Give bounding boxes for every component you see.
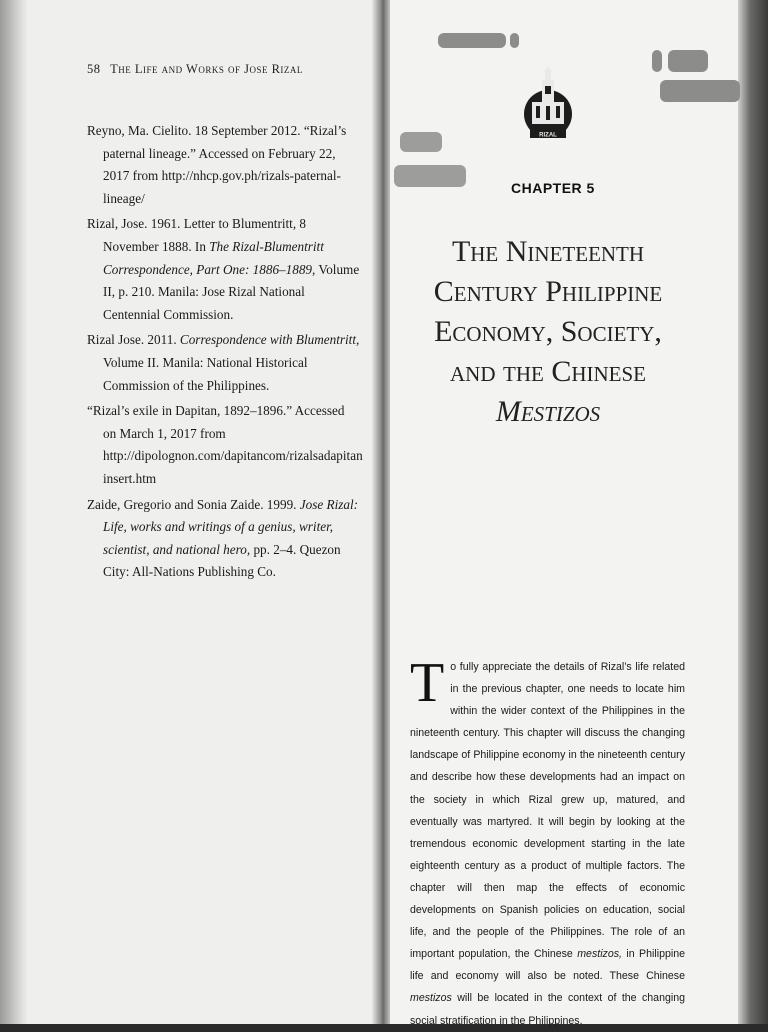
reference-title: Correspondence with Blumentritt, <box>179 332 360 348</box>
chapter-title-line: and the Chinese <box>450 355 646 388</box>
reference-title: The Rizal-Blumentritt Correspondence, Part One: 1886–1889, <box>103 238 324 277</box>
reference-item: Reyno, Ma. Cielito. 18 September 2012. “Rizal’s paternal lineage.” Accessed on February 22, 2017 from http://nhcp.gov.ph/rizals-paternal-lineage/ <box>87 123 347 206</box>
paragraph-text: o fully appreciate the details of Rizal’s life related in the previous chapter, one needs to locate him within the wider context of the Philippines in the nineteenth century. This chapter will discuss the changing landscape of Philippine economy in the nineteenth century and describe how these developments had an impact on the society in which Rizal grew up, matured, and eventually was martyred. It will begin by looking at the tremendous economic development starting in the late eighteenth century as a product of multiple factors. The chapter will then map the effects of economic developments on Spanish policies on education, social life, and the people of the Philippines. The role of an important population, the Chinese <box>410 661 685 961</box>
drop-cap: T <box>410 652 445 714</box>
chapter-title-line: Century Philippine <box>433 275 663 308</box>
reference-text: Zaide, Gregorio and Sonia Zaide. 1999. <box>87 496 300 512</box>
chapter-emblem-icon <box>522 66 574 146</box>
reference-item: “Rizal’s exile in Dapitan, 1892–1896.” Accessed on March 1, 2017 from http://dipolognon.com/dapitancom/rizalsadapitan insert.htm <box>87 403 363 486</box>
book-gutter <box>372 0 392 1024</box>
paragraph-text: in Philippine life and economy will also be noted. These Chinese <box>410 948 685 983</box>
left-page-edge <box>0 0 28 1024</box>
chapter-title <box>418 232 678 432</box>
reference-text: Volume II. Manila: National Historical Commission of the Philippines. <box>103 354 308 393</box>
chapter-title-line: The Nineteenth <box>451 235 645 268</box>
page-tab-marker <box>660 80 740 102</box>
page-tab-marker <box>510 33 519 48</box>
right-page-edge <box>738 0 768 1024</box>
chapter-intro-paragraph <box>410 652 685 1032</box>
reference-item <box>87 213 360 326</box>
page-tab-marker <box>652 50 662 72</box>
chapter-title-line: Mestizos <box>495 395 601 428</box>
running-head-title: The Life and Works of Jose Rizal <box>110 62 303 76</box>
reference-text: Rizal Jose. 2011. <box>87 332 180 348</box>
reference-text: Rizal, Jose. 1961. Letter to Blumentritt, 8 November 1888. In <box>87 216 307 254</box>
page-tab-marker <box>400 132 442 152</box>
page-tab-marker <box>394 165 466 187</box>
paragraph-text: will be located in the context of the changing social stratification in the Philippines. <box>410 992 685 1027</box>
paragraph-italic: mestizos, <box>577 948 622 961</box>
reference-item <box>87 494 360 584</box>
running-head <box>87 62 303 77</box>
page-tab-marker <box>438 33 506 48</box>
reference-text: pp. 2–4. Quezon City: All-Nations Publishing Co. <box>103 541 341 580</box>
reference-title: Jose Rizal: Life, works and writings of a genius, writer, scientist, and national hero, <box>103 496 359 557</box>
chapter-label: CHAPTER 5 <box>511 180 595 196</box>
reference-item <box>87 329 360 397</box>
page-number: 58 <box>87 62 101 76</box>
chapter-title-line: Economy, Society, <box>434 315 662 348</box>
reference-list <box>87 120 363 587</box>
emblem-caption: RIZAL <box>539 132 557 139</box>
page-tab-marker <box>668 50 708 72</box>
reference-text: Volume II, p. 210. Manila: Jose Rizal National Centennial Commission. <box>103 261 360 322</box>
paragraph-italic: mestizos <box>410 992 452 1005</box>
